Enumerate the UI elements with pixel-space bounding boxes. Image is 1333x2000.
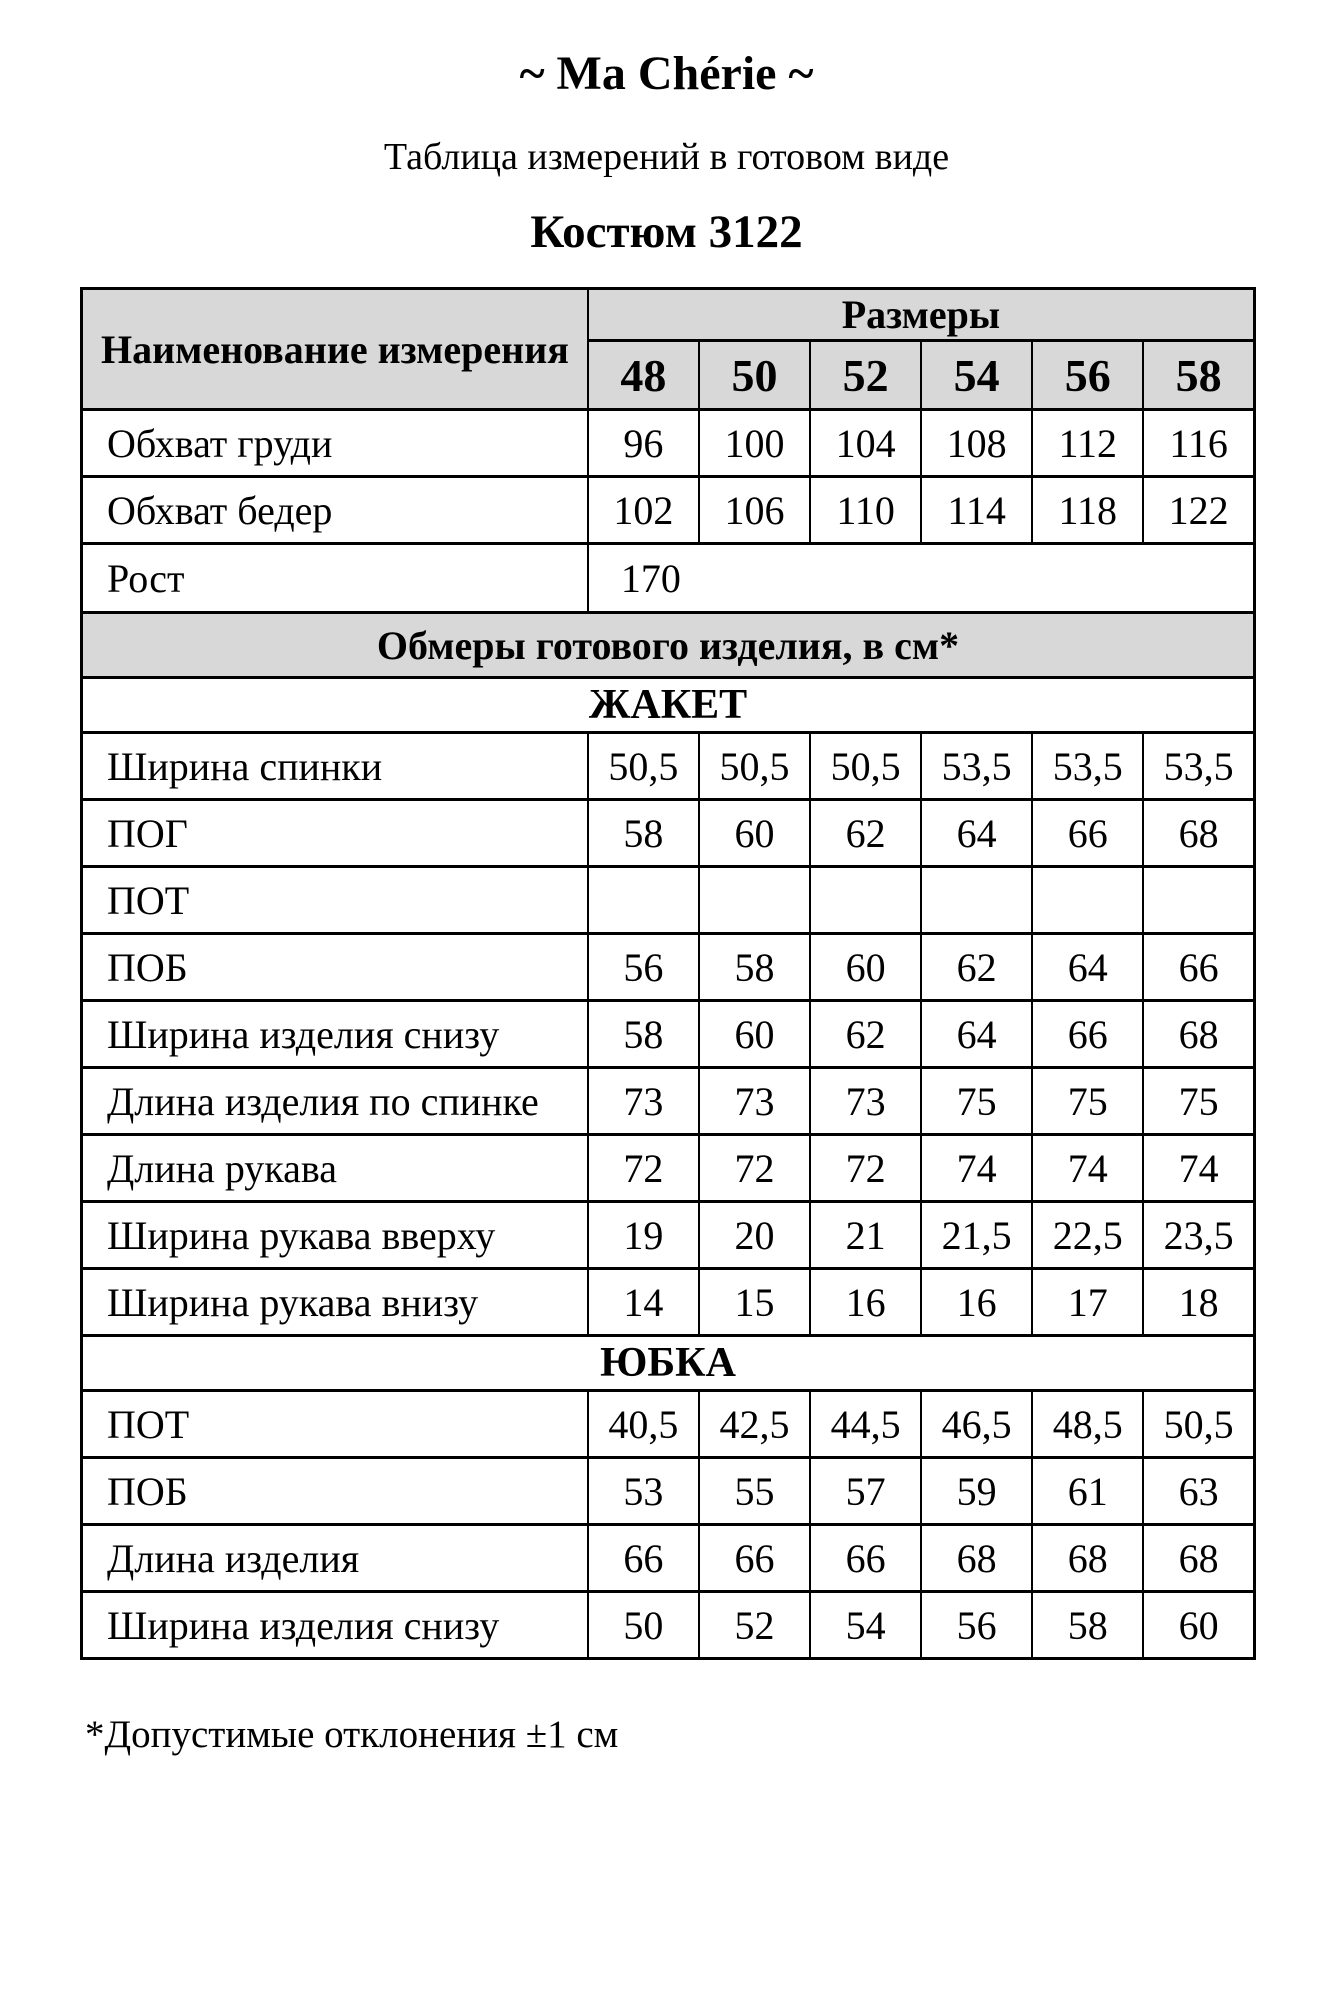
measurement-value: 73 <box>810 1068 921 1135</box>
measurement-value: 62 <box>921 934 1032 1001</box>
size-header-54: 54 <box>921 341 1032 410</box>
measurement-row <box>82 1391 1255 1458</box>
measurement-value: 21 <box>810 1202 921 1269</box>
size-header-48: 48 <box>588 341 699 410</box>
measurement-value: 59 <box>921 1458 1032 1525</box>
measurement-value <box>921 867 1032 934</box>
measurement-value: 44,5 <box>810 1391 921 1458</box>
measurement-label: ПОГ <box>82 800 588 867</box>
measurement-value-merged: 170 <box>588 544 1255 613</box>
measurement-value: 53,5 <box>921 733 1032 800</box>
measurement-label: Длина изделия по спинке <box>82 1068 588 1135</box>
measurement-value: 66 <box>588 1525 699 1592</box>
measurement-value: 58 <box>1032 1592 1143 1659</box>
product-title: Костюм 3122 <box>530 206 803 258</box>
measurement-label: Длина рукава <box>82 1135 588 1202</box>
measurement-value: 66 <box>810 1525 921 1592</box>
measurement-value: 19 <box>588 1202 699 1269</box>
measurement-value <box>699 867 810 934</box>
section-title: ЖАКЕТ <box>82 678 1255 733</box>
measurement-value: 72 <box>588 1135 699 1202</box>
measurement-value: 48,5 <box>1032 1391 1143 1458</box>
measurement-value: 53 <box>588 1458 699 1525</box>
measurement-label: Обхват груди <box>82 410 588 477</box>
measurement-label: ПОТ <box>82 867 588 934</box>
header-row-sizes-label <box>82 289 1255 341</box>
measurement-value: 104 <box>810 410 921 477</box>
measurement-value: 58 <box>699 934 810 1001</box>
measurement-value: 54 <box>810 1592 921 1659</box>
section-row <box>82 613 1255 678</box>
measurement-value: 72 <box>699 1135 810 1202</box>
measurement-value: 53,5 <box>1032 733 1143 800</box>
measurement-value: 53,5 <box>1143 733 1254 800</box>
measurement-value: 55 <box>699 1458 810 1525</box>
measurement-value: 68 <box>1143 1525 1254 1592</box>
measurement-value: 20 <box>699 1202 810 1269</box>
measurement-value: 74 <box>921 1135 1032 1202</box>
measurement-label: Ширина рукава вверху <box>82 1202 588 1269</box>
measurement-value: 68 <box>921 1525 1032 1592</box>
measurement-value: 42,5 <box>699 1391 810 1458</box>
measurement-value: 62 <box>810 800 921 867</box>
measurement-value: 22,5 <box>1032 1202 1143 1269</box>
measurement-row <box>82 800 1255 867</box>
measurement-value <box>810 867 921 934</box>
measurement-value: 40,5 <box>588 1391 699 1458</box>
name-column-header: Наименование измерения <box>82 289 588 410</box>
section-title: ЮБКА <box>82 1336 1255 1391</box>
measurement-value: 72 <box>810 1135 921 1202</box>
measurement-value: 21,5 <box>921 1202 1032 1269</box>
size-table-header <box>82 289 1255 410</box>
measurement-label: Обхват бедер <box>82 477 588 544</box>
size-header-58: 58 <box>1143 341 1254 410</box>
measurement-value: 58 <box>588 1001 699 1068</box>
measurement-value: 75 <box>921 1068 1032 1135</box>
measurement-value: 96 <box>588 410 699 477</box>
measurement-label: Рост <box>82 544 588 613</box>
measurement-value: 60 <box>1143 1592 1254 1659</box>
measurement-value: 61 <box>1032 1458 1143 1525</box>
measurement-value: 62 <box>810 1001 921 1068</box>
measurement-value: 50,5 <box>588 733 699 800</box>
measurement-value: 17 <box>1032 1269 1143 1336</box>
measurement-value: 50,5 <box>1143 1391 1254 1458</box>
measurement-value: 64 <box>1032 934 1143 1001</box>
measurement-value: 102 <box>588 477 699 544</box>
measurement-value: 75 <box>1032 1068 1143 1135</box>
tolerance-footnote: *Допустимые отклонения ±1 см <box>85 1713 619 1756</box>
measurement-row <box>82 1592 1255 1659</box>
measurement-row <box>82 477 1255 544</box>
measurement-value <box>1032 867 1143 934</box>
measurement-label: Ширина рукава внизу <box>82 1269 588 1336</box>
sizes-group-header: Размеры <box>588 289 1255 341</box>
measurement-value: 118 <box>1032 477 1143 544</box>
measurement-value: 66 <box>699 1525 810 1592</box>
size-table-body <box>82 410 1255 1659</box>
measurement-row <box>82 1068 1255 1135</box>
measurement-value: 116 <box>1143 410 1254 477</box>
measurement-value: 50 <box>588 1592 699 1659</box>
measurement-value: 68 <box>1143 1001 1254 1068</box>
measurement-value: 73 <box>588 1068 699 1135</box>
measurement-value: 63 <box>1143 1458 1254 1525</box>
measurement-value: 66 <box>1032 800 1143 867</box>
measurement-value: 23,5 <box>1143 1202 1254 1269</box>
measurement-label: Длина изделия <box>82 1525 588 1592</box>
size-table <box>80 287 1256 1660</box>
measurement-value: 14 <box>588 1269 699 1336</box>
measurement-value: 122 <box>1143 477 1254 544</box>
measurement-value: 112 <box>1032 410 1143 477</box>
measurement-value: 56 <box>921 1592 1032 1659</box>
measurement-value <box>1143 867 1254 934</box>
measurement-value: 75 <box>1143 1068 1254 1135</box>
measurement-row <box>82 1135 1255 1202</box>
measurement-value: 15 <box>699 1269 810 1336</box>
measurement-value: 46,5 <box>921 1391 1032 1458</box>
measurement-value: 74 <box>1143 1135 1254 1202</box>
measurement-value: 68 <box>1143 800 1254 867</box>
measurement-label: ПОТ <box>82 1391 588 1458</box>
measurement-label: ПОБ <box>82 934 588 1001</box>
measurement-value <box>588 867 699 934</box>
measurement-row <box>82 1458 1255 1525</box>
measurement-label: Ширина спинки <box>82 733 588 800</box>
section-row <box>82 678 1255 733</box>
brand-title: ~ Ma Chérie ~ <box>519 47 814 100</box>
measurement-row-merged <box>82 544 1255 613</box>
measurement-row <box>82 867 1255 934</box>
measurement-row <box>82 733 1255 800</box>
measurement-value: 106 <box>699 477 810 544</box>
measurement-value: 56 <box>588 934 699 1001</box>
section-title: Обмеры готового изделия, в см* <box>82 613 1255 678</box>
measurement-value: 16 <box>921 1269 1032 1336</box>
measurement-value: 60 <box>699 1001 810 1068</box>
measurement-label: Ширина изделия снизу <box>82 1592 588 1659</box>
measurement-row <box>82 1001 1255 1068</box>
measurement-label: ПОБ <box>82 1458 588 1525</box>
measurement-value: 74 <box>1032 1135 1143 1202</box>
sheet-subtitle: Таблица измерений в готовом виде <box>383 136 950 178</box>
measurement-value: 114 <box>921 477 1032 544</box>
measurement-value: 50,5 <box>810 733 921 800</box>
measurement-value: 110 <box>810 477 921 544</box>
measurement-value: 60 <box>810 934 921 1001</box>
measurement-row <box>82 1202 1255 1269</box>
measurement-row <box>82 410 1255 477</box>
measurement-value: 64 <box>921 1001 1032 1068</box>
measurement-value: 73 <box>699 1068 810 1135</box>
measurement-value: 68 <box>1032 1525 1143 1592</box>
size-header-52: 52 <box>810 341 921 410</box>
measurement-value: 64 <box>921 800 1032 867</box>
measurement-value: 100 <box>699 410 810 477</box>
size-header-56: 56 <box>1032 341 1143 410</box>
measurement-value: 66 <box>1143 934 1254 1001</box>
measurement-value: 66 <box>1032 1001 1143 1068</box>
measurement-value: 50,5 <box>699 733 810 800</box>
measurement-row <box>82 1525 1255 1592</box>
measurement-value: 60 <box>699 800 810 867</box>
size-header-50: 50 <box>699 341 810 410</box>
measurement-row <box>82 1269 1255 1336</box>
measurement-value: 18 <box>1143 1269 1254 1336</box>
measurement-value: 108 <box>921 410 1032 477</box>
measurement-value: 16 <box>810 1269 921 1336</box>
measurement-value: 57 <box>810 1458 921 1525</box>
section-row <box>82 1336 1255 1391</box>
measurement-label: Ширина изделия снизу <box>82 1001 588 1068</box>
measurement-row <box>82 934 1255 1001</box>
measurement-value: 52 <box>699 1592 810 1659</box>
measurement-value: 58 <box>588 800 699 867</box>
